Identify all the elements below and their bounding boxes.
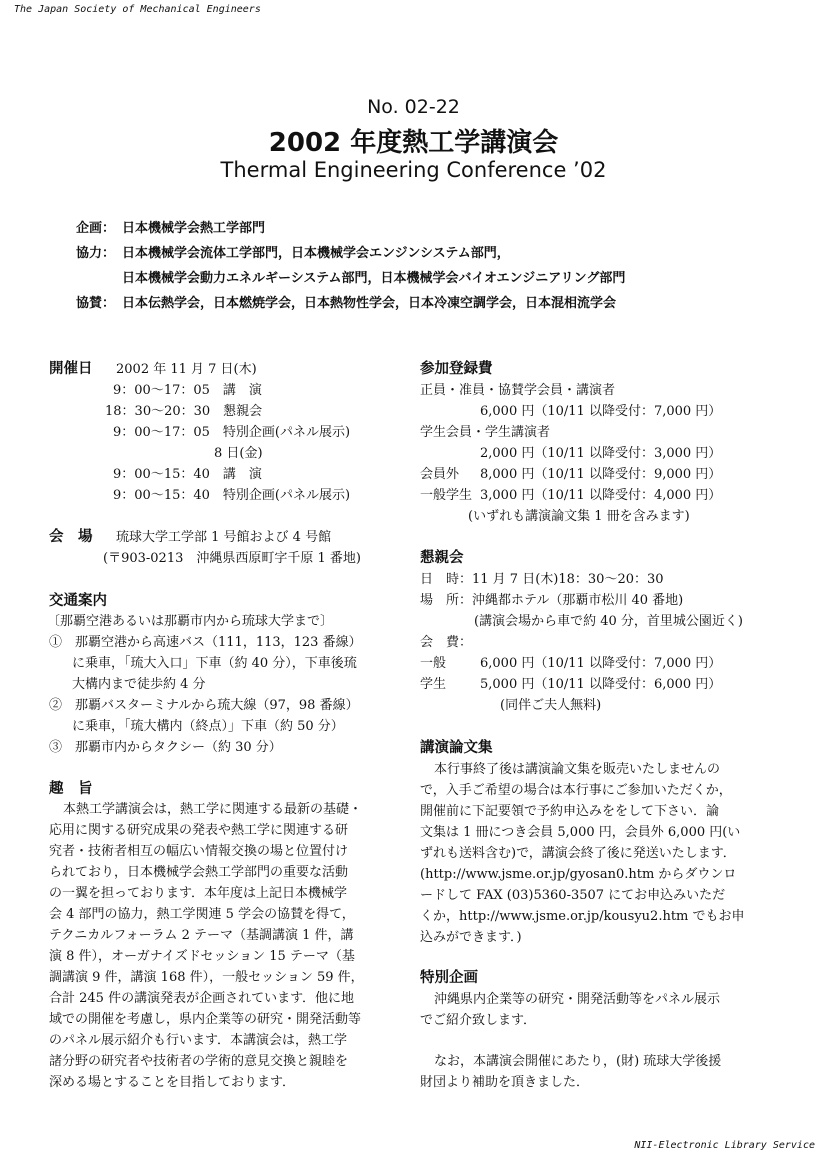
party-place-note: (講演会場から車で約 40 分，首里城公園近く) [474, 614, 743, 629]
access-line: ① 那覇空港から高速バス（111，113，123 番線） [49, 635, 362, 650]
purpose-line: 域での開催を考慮し，県内企業等の研究・開発活動等 [49, 1012, 362, 1027]
proceedings-line: 本行事終了後は講演論文集を販売いたしませんの [434, 762, 721, 777]
fees-nonmember: 8,000 円（10/11 以降受付：9,000 円） [480, 467, 722, 482]
purpose-line: テクニカルフォーラム 2 テーマ（基調講演 1 件，講 [49, 928, 354, 943]
fees-general-student: 3,000 円（10/11 以降受付：4,000 円） [480, 488, 722, 503]
dates-line: 9：00～17：05 特別企画(パネル展示) [113, 425, 351, 440]
page-subtitle: Thermal Engineering Conference ’02 [220, 158, 607, 182]
support-label: 協賛： [76, 296, 116, 311]
purpose-line: のパネル展示紹介も行います．本講演会は，熱工学 [49, 1033, 347, 1048]
dates-line: 9：00～15：40 講 演 [113, 467, 262, 482]
proceedings-line: 文集は 1 冊につき会員 5,000 円，会員外 6,000 円(い [420, 825, 741, 840]
fees-note: (いずれも講演論文集 1 冊を含みます) [468, 509, 690, 524]
access-line: に乗車，「琉大入口」下車（約 40 分），下車後琉 [72, 656, 357, 671]
proceedings-line: 込みができます．) [420, 930, 522, 945]
fees-heading: 参加登録費 [420, 361, 493, 377]
dates-line: 9：00～15：40 特別企画(パネル展示) [113, 488, 351, 503]
access-line: 大構内まで徒歩約 4 分 [72, 677, 206, 692]
dates-day1: 2002 年 11 月 7 日(木) [116, 362, 257, 377]
dates-day2: 8 日(金) [214, 446, 263, 461]
organizer-cooperation [76, 242, 510, 261]
party-general-fee: 6,000 円（10/11 以降受付：7,000 円） [480, 656, 722, 671]
access-line: ③ 那覇市内からタクシー（約 30 分） [49, 740, 282, 755]
left-column [49, 358, 394, 1098]
dates-heading: 開催日 [49, 361, 93, 377]
special-line: でご紹介致します． [420, 1013, 536, 1028]
planning-value: 日本機械学会熱工学部門 [122, 221, 266, 236]
purpose-line: 究者・技術者相互の幅広い情報交換の場と位置付け [49, 844, 349, 859]
cooperation-line-2: 日本機械学会動力エネルギーシステム部門，日本機械学会バイオエンジニアリング部門 [122, 271, 626, 286]
venue-address: (〒903-0213 沖縄県西原町字千原 1 番地) [103, 551, 361, 566]
party-fee-label: 会 費： [420, 635, 473, 650]
cooperation-label: 協力： [76, 246, 116, 261]
proceedings-heading: 講演論文集 [420, 740, 493, 756]
special-line: 沖縄県内企業等の研究・開発活動等をパネル展示 [434, 992, 721, 1007]
support-value: 日本伝熱学会，日本燃焼学会，日本熱物性学会，日本冷凍空調学会，日本混相流学会 [122, 296, 617, 311]
proceedings-line: (http://www.jsme.or.jp/gyosan0.htm からダウンロ [420, 867, 737, 882]
special-heading: 特別企画 [420, 970, 478, 986]
purpose-line: 深める場とすることを目指しております． [49, 1075, 295, 1090]
right-column [420, 358, 780, 1098]
purpose-line: 諸分野の研究者や技術者の学術的意見交換と親睦を [49, 1054, 349, 1069]
venue-name: 琉球大学工学部 1 号館および 4 号館 [116, 530, 332, 545]
proceedings-line: で，入手ご希望の場合は本行事にご参加いただくか， [420, 783, 732, 798]
page-title: 2002 年度熱工学講演会 [268, 128, 559, 158]
party-note: (同伴ご夫人無料) [500, 698, 602, 713]
fees-student-member-label: 学生会員・学生講演者 [420, 425, 551, 440]
venue-heading: 会 場 [49, 529, 93, 545]
proceedings-line: ずれも送料含む)で，講演会終了後に発送いたします． [420, 846, 736, 861]
dates-line: 18：30～20：30 懇親会 [105, 404, 263, 419]
access-heading: 交通案内 [49, 593, 107, 609]
footer-library-service: NII-Electronic Library Service [634, 1140, 815, 1151]
planning-label: 企画： [76, 221, 116, 236]
fees-general-student-label: 一般学生 [420, 488, 473, 503]
party-general-label: 一般 [420, 656, 447, 671]
party-time: 日 時：11 月 7 日(木)18：30～20：30 [420, 572, 664, 587]
header-society-name: The Japan Society of Mechanical Engineers [14, 4, 261, 15]
cooperation-line-1: 日本機械学会流体工学部門，日本機械学会エンジンシステム部門， [122, 246, 510, 261]
purpose-heading: 趣 旨 [49, 781, 93, 797]
proceedings-line: ードして FAX (03)5360-3507 にてお申込みいただ [420, 888, 726, 903]
fees-member-label: 正員・准員・協賛学会員・講演者 [420, 383, 616, 398]
organizer-support [76, 292, 616, 311]
purpose-line: 会 4 部門の協力，熱工学関連 5 学会の協賛を得て， [49, 907, 355, 922]
access-line: ② 那覇バスターミナルから琉大線（97，98 番線） [49, 698, 359, 713]
fees-nonmember-label: 会員外 [420, 467, 460, 482]
document-number: No. 02-22 [367, 96, 460, 118]
party-student-label: 学生 [420, 677, 447, 692]
dates-line: 9：00～17：05 講 演 [113, 383, 262, 398]
party-place: 場 所：沖縄都ホテル（那覇市松川 40 番地) [420, 593, 684, 608]
proceedings-line: くか，http://www.jsme.or.jp/kousyu2.htm でもお申 [420, 909, 745, 924]
access-intro: 〔那覇空港あるいは那覇市内から琉球大学まで〕 [47, 614, 334, 629]
purpose-line: 本熱工学講演会は，熱工学に関連する最新の基礎・ [63, 802, 363, 817]
organizer-planning [76, 217, 265, 236]
purpose-line: 調講演 9 件，講演 168 件），一般セッション 59 件， [49, 970, 364, 985]
party-student-fee: 5,000 円（10/11 以降受付：6,000 円） [480, 677, 722, 692]
party-heading: 懇親会 [420, 550, 464, 566]
purpose-line: の一翼を担っております．本年度は上記日本機械学 [49, 886, 347, 901]
closing-line: 財団より補助を頂きました． [420, 1075, 590, 1090]
access-line: に乗車，「琉大構内（終点）」下車（約 50 分） [72, 719, 344, 734]
closing-line: なお，本講演会開催にあたり，(財) 琉球大学後援 [434, 1054, 722, 1069]
proceedings-line: 開催前に下記要領で予約申込みををして下さい．論 [420, 804, 720, 819]
purpose-line: られており，日本機械学会熱工学部門の重要な活動 [49, 865, 349, 880]
fees-student-member: 2,000 円（10/11 以降受付：3,000 円） [480, 446, 722, 461]
purpose-line: 演 8 件），オーガナイズドセッション 15 テーマ（基 [49, 949, 355, 964]
purpose-line: 合計 245 件の講演発表が企画されています．他に地 [49, 991, 355, 1006]
fees-member: 6,000 円（10/11 以降受付：7,000 円） [480, 404, 722, 419]
purpose-line: 応用に関する研究成果の発表や熱工学に関連する研 [49, 823, 349, 838]
